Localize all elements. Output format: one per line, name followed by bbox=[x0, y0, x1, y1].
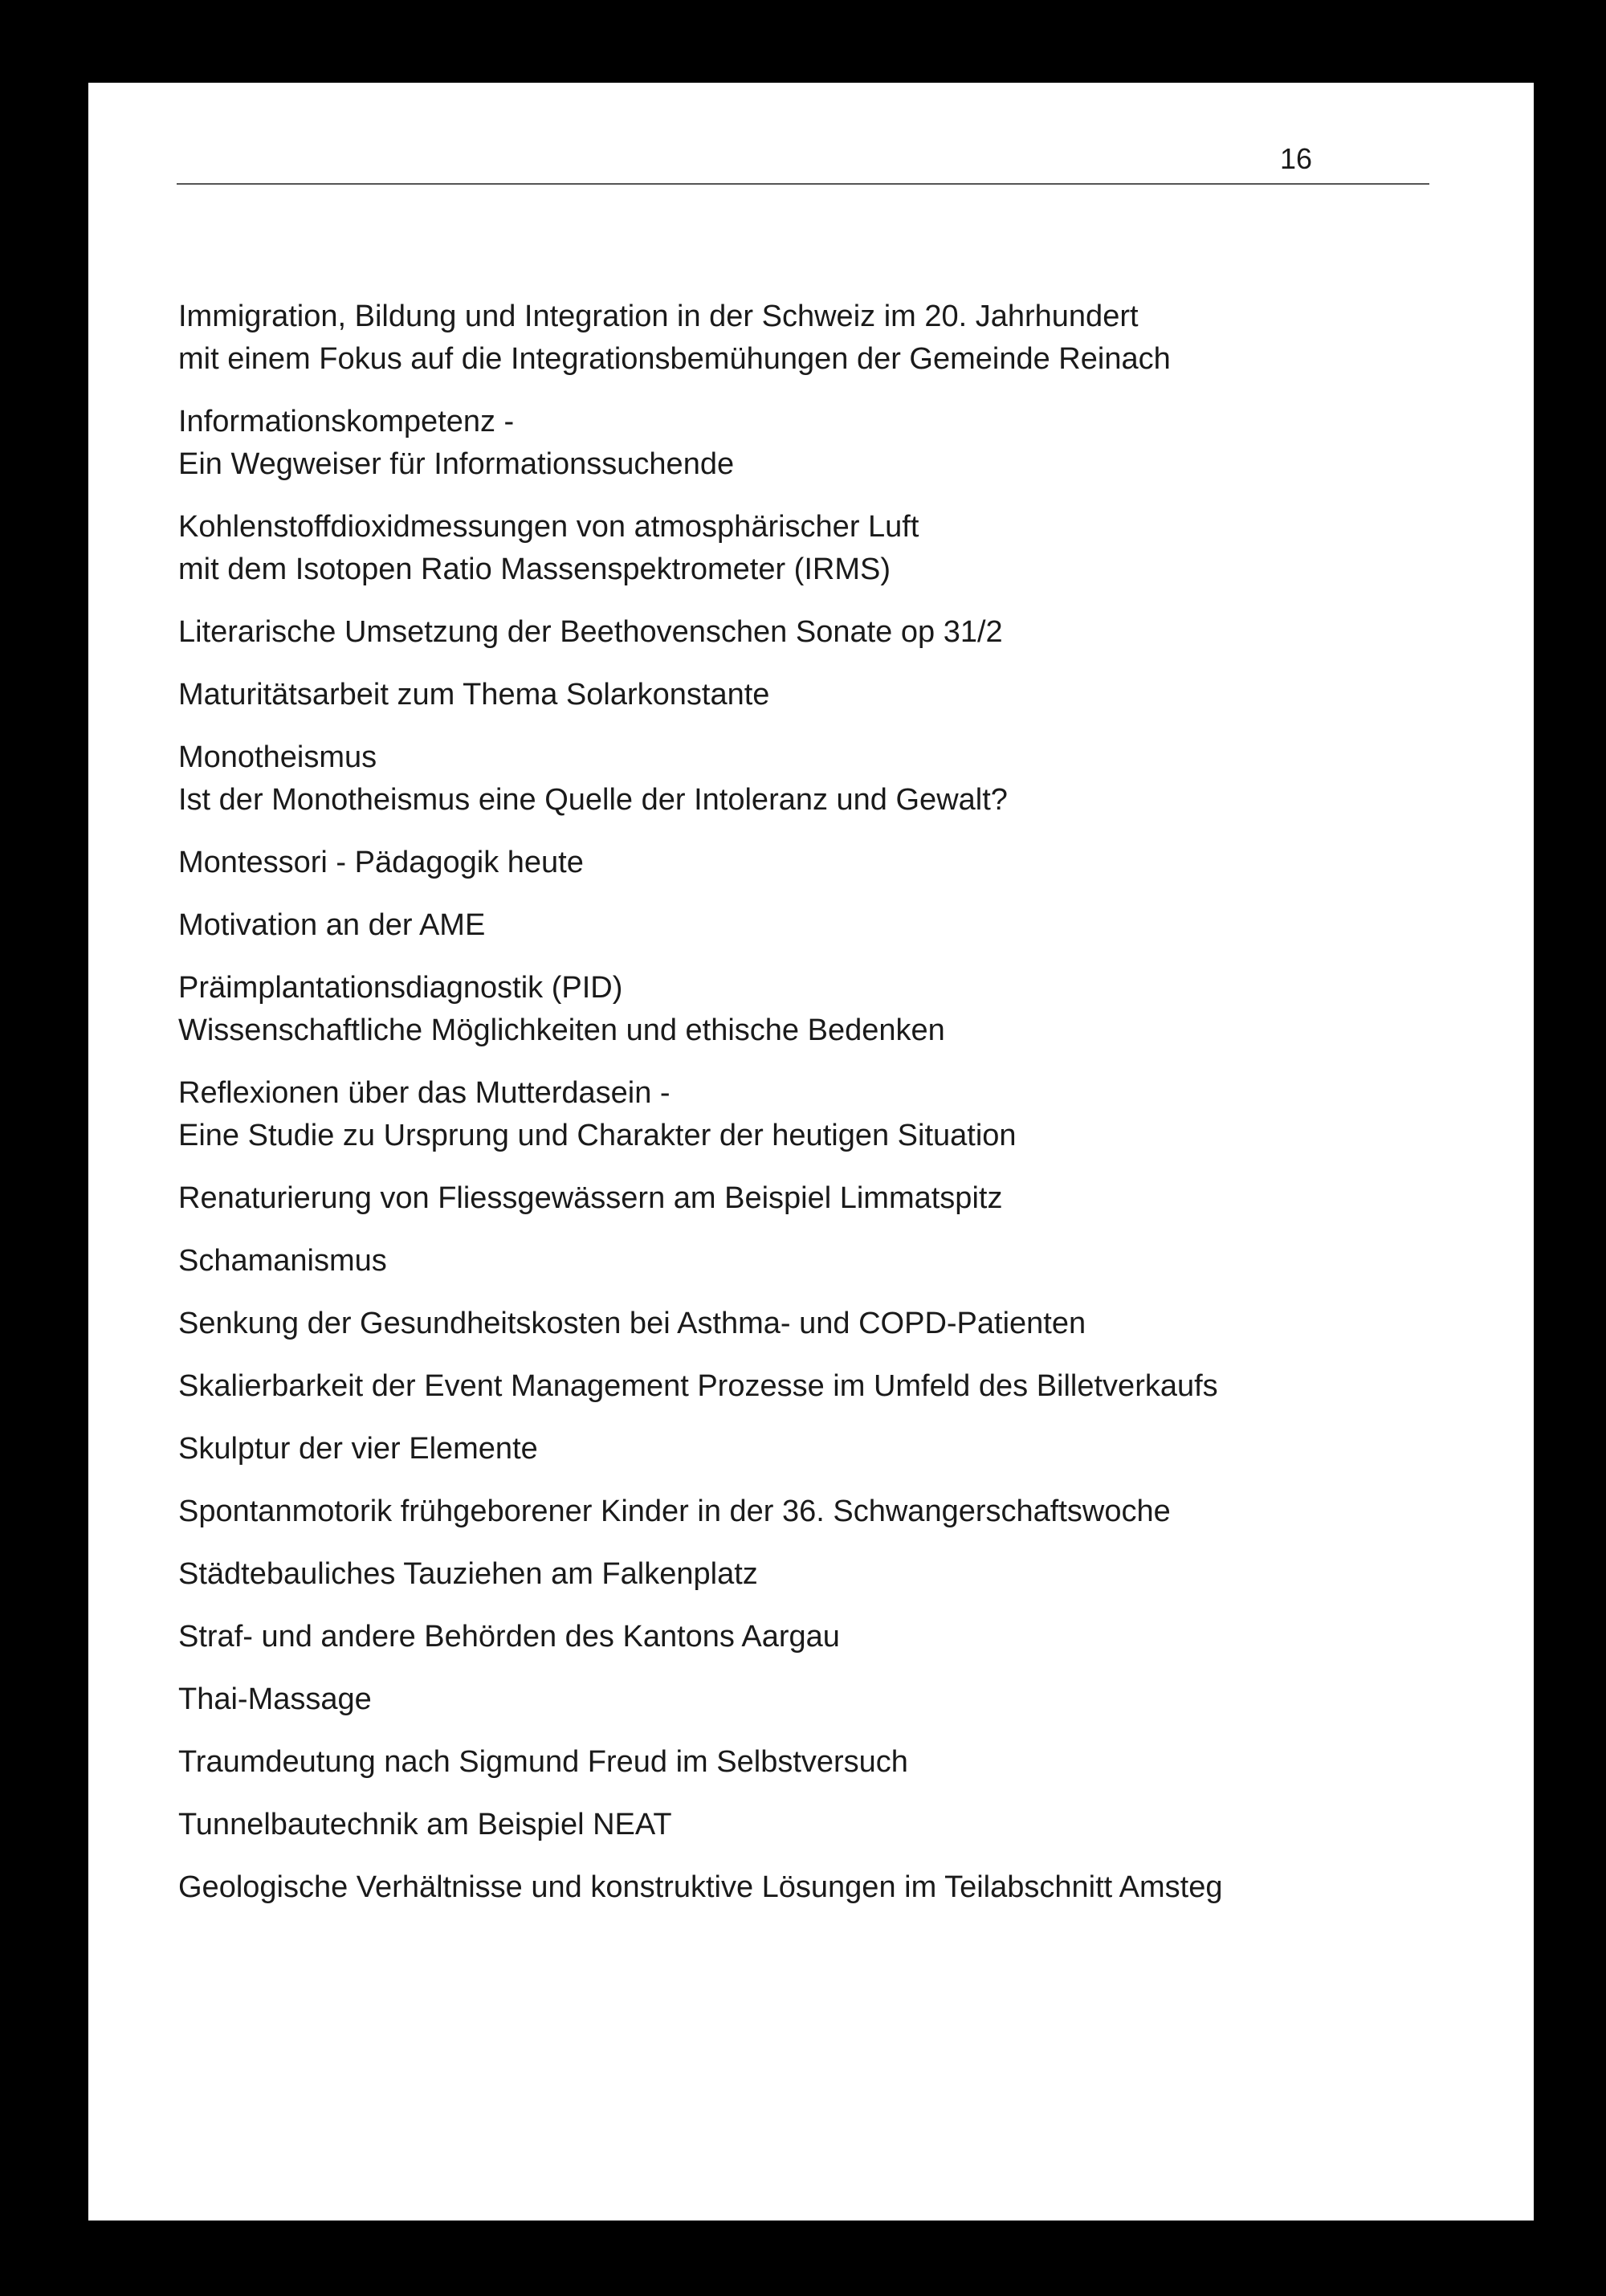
list-item bbox=[178, 736, 1431, 822]
list-item bbox=[178, 1678, 1431, 1721]
entry-title-line: Schamanismus bbox=[178, 1244, 387, 1278]
list-item bbox=[178, 611, 1431, 654]
list-item bbox=[178, 1303, 1431, 1345]
entry-title-line: Präimplantationsdiagnostik (PID) bbox=[178, 971, 623, 1005]
list-item bbox=[178, 904, 1431, 947]
list-item bbox=[178, 842, 1431, 884]
entry-title-line: Literarische Umsetzung der Beethovenschen Sonate op 31/2 bbox=[178, 615, 1003, 649]
list-item bbox=[178, 967, 1431, 1052]
list-item bbox=[178, 506, 1431, 591]
list-item bbox=[178, 1804, 1431, 1846]
entry-title-line: Spontanmotorik frühgeborener Kinder in der 36. Schwangerschaftswoche bbox=[178, 1495, 1171, 1528]
title-list bbox=[178, 296, 1431, 1909]
entry-title-line: Motivation an der AME bbox=[178, 908, 486, 942]
entry-subtitle-line: Eine Studie zu Ursprung und Charakter der heutigen Situation bbox=[178, 1119, 1017, 1152]
entry-title-line: Geologische Verhältnisse und konstruktive Lösungen im Teilabschnitt Amsteg bbox=[178, 1870, 1223, 1904]
page-number: 16 bbox=[1280, 142, 1313, 175]
list-item bbox=[178, 1072, 1431, 1157]
entry-subtitle-line: Wissenschaftliche Möglichkeiten und ethische Bedenken bbox=[178, 1013, 945, 1047]
entry-subtitle-line: mit einem Fokus auf die Integrationsbemühungen der Gemeinde Reinach bbox=[178, 342, 1171, 376]
entry-title-line: Skulptur der vier Elemente bbox=[178, 1432, 538, 1466]
entry-subtitle-line: Ist der Monotheismus eine Quelle der Intoleranz und Gewalt? bbox=[178, 783, 1008, 817]
entry-title-line: Monotheismus bbox=[178, 740, 377, 774]
entry-title-line: Straf- und andere Behörden des Kantons Aargau bbox=[178, 1620, 840, 1654]
list-item bbox=[178, 1553, 1431, 1596]
list-item bbox=[178, 1428, 1431, 1470]
entry-title-line: Maturitätsarbeit zum Thema Solarkonstante bbox=[178, 678, 770, 712]
entry-title-line: Skalierbarkeit der Event Management Prozesse im Umfeld des Billetverkaufs bbox=[178, 1369, 1218, 1403]
list-item bbox=[178, 1240, 1431, 1283]
entry-title-line: Städtebauliches Tauziehen am Falkenplatz bbox=[178, 1557, 758, 1591]
list-item bbox=[178, 1177, 1431, 1220]
header-divider bbox=[177, 183, 1429, 185]
list-item bbox=[178, 1365, 1431, 1408]
entry-subtitle-line: Ein Wegweiser für Informationssuchende bbox=[178, 447, 735, 481]
entry-title-line: Kohlenstoffdioxidmessungen von atmosphärischer Luft bbox=[178, 510, 919, 544]
list-item bbox=[178, 296, 1431, 381]
entry-title-line: Senkung der Gesundheitskosten bei Asthma- und COPD-Patienten bbox=[178, 1307, 1086, 1340]
entry-title-line: Tunnelbautechnik am Beispiel NEAT bbox=[178, 1808, 672, 1841]
entry-title-line: Immigration, Bildung und Integration in der Schweiz im 20. Jahrhundert bbox=[178, 300, 1139, 333]
list-item bbox=[178, 1616, 1431, 1658]
entry-title-line: Montessori - Pädagogik heute bbox=[178, 846, 584, 879]
entry-title-line: Thai-Massage bbox=[178, 1682, 372, 1716]
list-item bbox=[178, 674, 1431, 716]
entry-title-line: Traumdeutung nach Sigmund Freud im Selbstversuch bbox=[178, 1745, 908, 1779]
entry-title-line: Renaturierung von Fliessgewässern am Beispiel Limmatspitz bbox=[178, 1181, 1003, 1215]
list-item bbox=[178, 1866, 1431, 1909]
list-item bbox=[178, 1491, 1431, 1533]
list-item bbox=[178, 401, 1431, 486]
list-item bbox=[178, 1741, 1431, 1784]
entry-title-line: Informationskompetenz - bbox=[178, 405, 515, 438]
entry-subtitle-line: mit dem Isotopen Ratio Massenspektrometer (IRMS) bbox=[178, 553, 891, 586]
entry-title-line: Reflexionen über das Mutterdasein - bbox=[178, 1076, 671, 1110]
